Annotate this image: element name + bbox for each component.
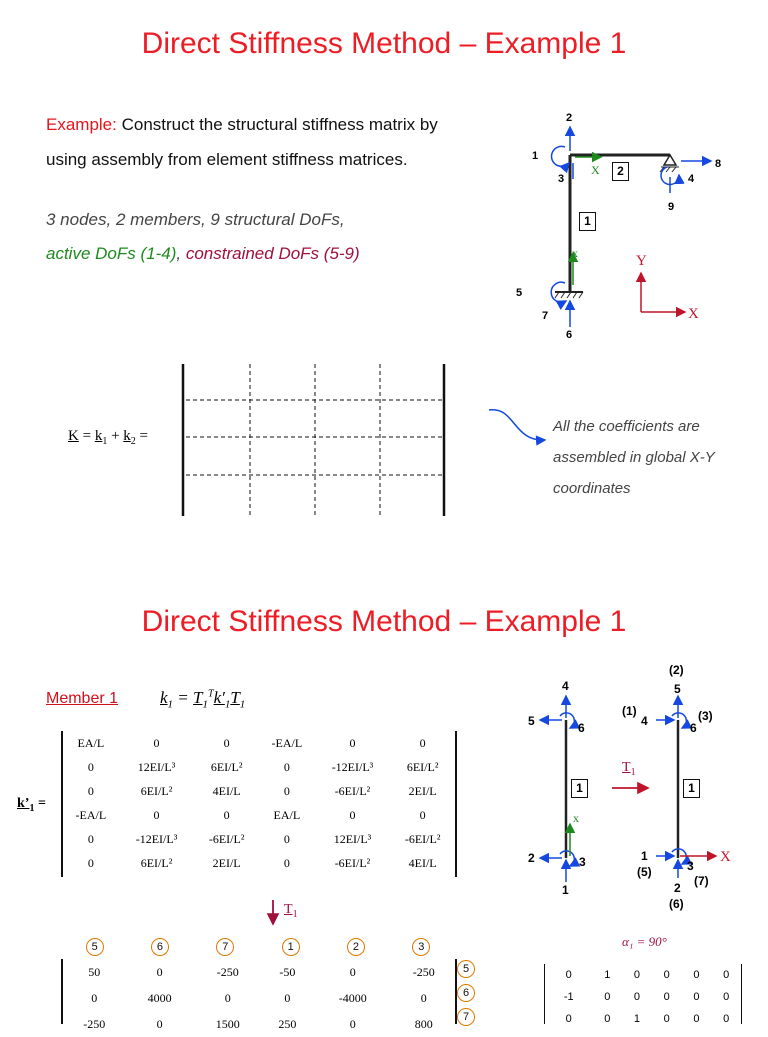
global-n4: 4: [641, 714, 648, 728]
kprime-matrix: [61, 731, 457, 877]
slide2-title: Direct Stiffness Method – Example 1: [141, 605, 627, 638]
kprime-cell: -12EI/L³: [135, 831, 178, 846]
T-matrix-cell: -1: [563, 991, 574, 1003]
T-matrix-row: [545, 986, 741, 1008]
T-matrix-cell: 0: [693, 1013, 700, 1025]
kprime-cell: 0: [349, 807, 356, 822]
col-dof-cell: [389, 935, 454, 959]
T-matrix-cell: 0: [565, 1013, 572, 1025]
dof-3-label: 3: [558, 173, 565, 185]
kprime-cell: 6EI/L²: [210, 759, 243, 774]
global-k1-cell: 50: [88, 964, 101, 979]
dof-6-label: 6: [566, 329, 573, 341]
global-k1-cell: 1500: [215, 1016, 240, 1031]
col-dof-cell: [127, 935, 192, 959]
kprime-cell: 12EI/L³: [137, 759, 176, 774]
global-dof-7-paren: (7): [694, 874, 709, 888]
member-1-label: Member 1: [46, 690, 119, 707]
global-coords-note: All the coefficients are assembled in global X-Y coordinates: [553, 418, 715, 497]
local-x-1: x: [572, 246, 578, 260]
local-dof-5: 5: [528, 714, 535, 728]
example-line-2: using assembly from element stiffness matrices.: [46, 150, 408, 169]
T-matrix-cell: 0: [663, 991, 670, 1003]
kprime-cell: 0: [87, 783, 94, 798]
frame-diagram: [515, 105, 725, 345]
col-dof-cell: [323, 935, 388, 959]
global-n2: 2: [674, 881, 681, 895]
global-k1-cell: 0: [156, 964, 163, 979]
comma: ,: [176, 244, 186, 263]
member-1-box: 1: [579, 212, 596, 231]
T-matrix-cell: 0: [723, 969, 730, 981]
col-dof-marker: 6: [151, 938, 169, 956]
global-k1-cell: -250: [412, 964, 435, 979]
kprime-cell: 0: [87, 759, 94, 774]
local-x-2: X: [591, 163, 600, 177]
kprime-cell: 0: [283, 831, 290, 846]
dof-2-label: 2: [566, 112, 573, 124]
kprime-cell: 6EI/L²: [406, 759, 439, 774]
dof-8-label: 8: [715, 158, 722, 170]
kprime-cell: -12EI/L³: [331, 759, 374, 774]
global-k1-row: [63, 1011, 455, 1037]
global-k1-cell: 800: [414, 1016, 433, 1031]
constrained-dofs: constrained DoFs (5-9): [185, 244, 360, 263]
dof-9-label: 9: [668, 201, 675, 213]
kprime-row: [63, 731, 455, 755]
T-matrix-cell: 1: [604, 969, 611, 981]
T-matrix-cell: 0: [604, 1013, 611, 1025]
global-k1-cell: -250: [83, 1016, 106, 1031]
alpha-angle: α₁ = 90°: [622, 934, 667, 949]
global-k1-cell: 250: [278, 1016, 297, 1031]
col-dof-marker: 5: [86, 938, 104, 956]
T-matrix-cell: 0: [723, 991, 730, 1003]
dof-5-label: 5: [516, 287, 523, 299]
global-dof-header: [62, 935, 454, 959]
member-2-box: 2: [612, 162, 629, 181]
kprime-cell: 2EI/L: [408, 783, 437, 798]
T-matrix-cell: 0: [663, 969, 670, 981]
global-dof-1-paren: (1): [622, 704, 637, 718]
col-dof-cell: [62, 935, 127, 959]
col-dof-cell: [258, 935, 323, 959]
note-arrow: [485, 402, 555, 452]
kprime-cell: 0: [283, 783, 290, 798]
global-k1-cell: -4000: [338, 990, 367, 1005]
kprime-cell: 4EI/L: [408, 855, 437, 870]
T-matrix-cell: 1: [633, 1013, 641, 1025]
kprime-cell: 6EI/L²: [140, 855, 173, 870]
local-x-axis: x: [573, 811, 579, 825]
global-y-label: Y: [636, 253, 647, 269]
kprime-row: [63, 851, 455, 875]
global-k1-cell: 0: [420, 990, 427, 1005]
global-x-label: X: [688, 306, 699, 322]
kprime-cell: 0: [87, 831, 94, 846]
global-k1-cell: -50: [279, 964, 296, 979]
global-k1-cell: 0: [91, 990, 98, 1005]
kprime-cell: 0: [87, 855, 94, 870]
example-label: Example:: [46, 115, 117, 134]
global-k1-cell: 0: [349, 1016, 356, 1031]
kprime-cell: EA/L: [77, 735, 105, 750]
t1-label-right: $T_1$: [622, 760, 636, 778]
T-matrix-cell: 0: [633, 991, 641, 1003]
kprime-cell: -EA/L: [271, 735, 303, 750]
kprime-cell: -6EI/L²: [208, 831, 245, 846]
col-dof-marker: 1: [282, 938, 300, 956]
empty-stiffness-matrix: [180, 362, 450, 518]
global-row-dofs: [457, 960, 479, 1032]
kprime-cell: -6EI/L²: [404, 831, 441, 846]
col-dof-marker: 3: [412, 938, 430, 956]
kprime-cell: 4EI/L: [212, 783, 241, 798]
kprime-cell: 0: [223, 807, 230, 822]
global-X-axis: X: [720, 849, 731, 865]
local-member-box: 1: [571, 779, 588, 798]
member-transform-diagram: [520, 660, 760, 911]
global-k1-cell: -250: [216, 964, 239, 979]
dof-1-label: 1: [532, 150, 539, 162]
local-dof-3: 3: [579, 855, 586, 869]
col-dof-marker: 2: [347, 938, 365, 956]
kprime-cell: 0: [419, 807, 426, 822]
kprime-cell: -6EI/L²: [334, 783, 371, 798]
T-matrix-row: [545, 964, 741, 986]
global-dof-6-paren: (6): [669, 897, 684, 911]
global-k1-cell: 0: [284, 990, 291, 1005]
global-n5: 5: [674, 682, 681, 696]
kprime-cell: 0: [283, 759, 290, 774]
global-k1-row: [63, 959, 455, 985]
T-matrix-cell: 0: [663, 1013, 670, 1025]
kprime-cell: 0: [349, 735, 356, 750]
local-dof-2: 2: [528, 851, 535, 865]
global-n6: 6: [690, 721, 697, 735]
T-matrix-cell: 0: [693, 969, 700, 981]
info-line-1: 3 nodes, 2 members, 9 structural DoFs,: [46, 210, 345, 229]
info-line-2: [46, 244, 360, 264]
T-matrix-cell: 0: [693, 991, 700, 1003]
row-dof-marker: 6: [457, 984, 475, 1002]
active-dofs: active DoFs (1-4): [46, 244, 177, 263]
t1-label-down: $T_1$: [284, 902, 298, 920]
global-k1-row: [63, 985, 455, 1011]
global-member-box: 1: [683, 779, 700, 798]
col-dof-cell: [193, 935, 258, 959]
global-n1: 1: [641, 849, 648, 863]
col-dof-marker: 7: [216, 938, 234, 956]
T-matrix-cell: 0: [723, 1013, 730, 1025]
global-dof-2-paren: (2): [669, 663, 684, 677]
k-equation: $K = k_1 + k_2$ =: [68, 428, 148, 447]
row-dof-marker: 5: [457, 960, 475, 978]
local-dof-1: 1: [562, 883, 569, 897]
kprime-table: [63, 731, 455, 875]
example-text-1: Construct the structural stiffness matrix by: [121, 115, 438, 134]
transform-arrow-down: [265, 898, 285, 932]
kprime-cell: 12EI/L³: [333, 831, 372, 846]
example-line-1: [46, 115, 438, 135]
dof-4-label: 4: [688, 173, 695, 185]
kprime-row: [63, 827, 455, 851]
T-matrix-row: [545, 1008, 741, 1030]
T-matrix-cell: 0: [565, 969, 572, 981]
global-k1-cell: 0: [156, 1016, 163, 1031]
kprime-row: [63, 779, 455, 803]
row-dof-marker: 7: [457, 1008, 475, 1026]
kprime-row: [63, 803, 455, 827]
kprime-cell: 0: [153, 807, 160, 822]
kprime-label: $k’_1$ =: [17, 796, 46, 814]
k1-formula: $k_1 = T_1^Tk'_1T_1$: [160, 688, 246, 711]
global-k1-cell: 0: [224, 990, 231, 1005]
kprime-cell: 0: [419, 735, 426, 750]
global-dof-3-paren: (3): [698, 709, 713, 723]
kprime-cell: -6EI/L²: [334, 855, 371, 870]
kprime-cell: 6EI/L²: [140, 783, 173, 798]
local-dof-4: 4: [562, 679, 569, 693]
global-k1-cell: 0: [349, 964, 356, 979]
T-matrix-cell: 0: [633, 969, 641, 981]
global-dof-5-paren: (5): [637, 865, 652, 879]
slide1-title: Direct Stiffness Method – Example 1: [141, 27, 627, 60]
global-n3: 3: [687, 859, 694, 873]
kprime-cell: 0: [223, 735, 230, 750]
kprime-cell: 0: [153, 735, 160, 750]
global-k1-cell: 4000: [147, 990, 172, 1005]
local-dof-6: 6: [578, 721, 585, 735]
global-k1-matrix: [61, 959, 457, 1031]
transformation-matrix: [544, 964, 742, 1024]
kprime-row: [63, 755, 455, 779]
kprime-cell: EA/L: [273, 807, 301, 822]
kprime-cell: 2EI/L: [212, 855, 241, 870]
T-matrix-cell: 0: [604, 991, 611, 1003]
dof-7-label: 7: [542, 310, 549, 322]
kprime-cell: -EA/L: [75, 807, 107, 822]
kprime-cell: 0: [283, 855, 290, 870]
